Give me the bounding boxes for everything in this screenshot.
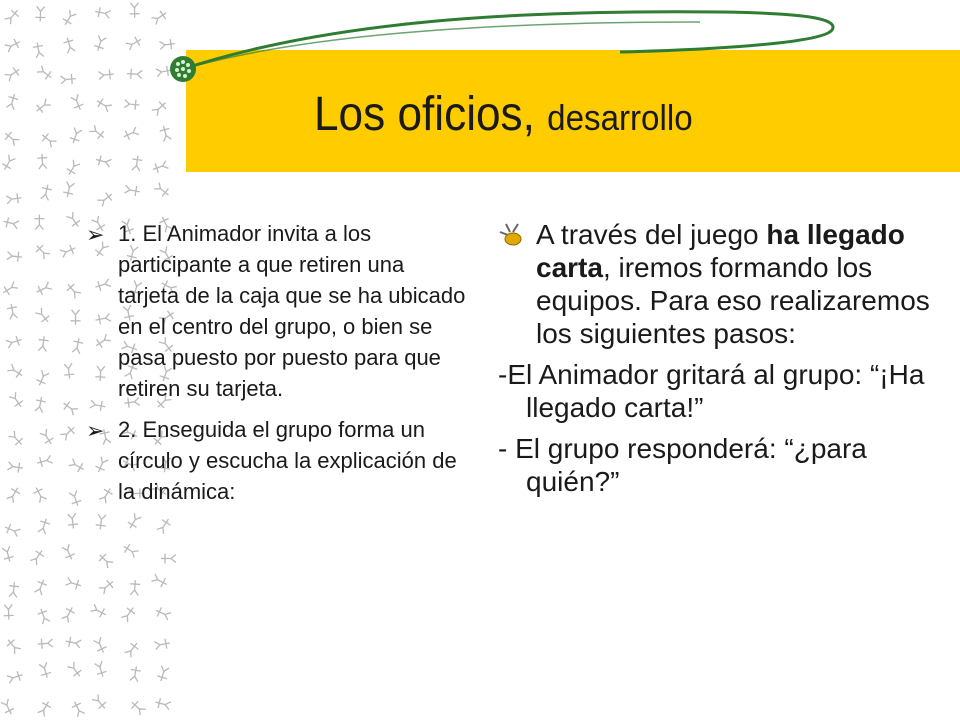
pattern-figure: [68, 490, 82, 507]
pattern-figure: [37, 638, 53, 649]
pattern-figure: [71, 337, 84, 354]
pattern-figure: [8, 582, 20, 598]
pattern-figure: [70, 700, 86, 718]
pattern-figure: [156, 516, 173, 534]
pattern-figure: [0, 698, 16, 716]
step-grupo: - El grupo responderá: “¿para quién?”: [498, 433, 867, 497]
pattern-figure: [154, 182, 172, 199]
pattern-figure: [37, 517, 51, 534]
list-item: [86, 414, 466, 507]
pattern-figure: [35, 307, 52, 325]
pattern-figure: [39, 131, 57, 148]
pattern-figure: [37, 699, 53, 717]
pattern-figure: [34, 215, 44, 230]
pattern-figure: [8, 430, 26, 448]
pattern-figure: [93, 637, 108, 655]
pattern-figure: [151, 573, 169, 589]
pattern-figure: [68, 458, 86, 474]
pattern-figure: [129, 580, 140, 596]
pattern-figure: [97, 190, 115, 207]
pattern-figure: [65, 636, 82, 649]
pattern-figure: [7, 670, 24, 684]
title-sub: desarrollo: [547, 97, 693, 138]
pattern-figure: [35, 370, 50, 388]
pattern-figure: [98, 578, 116, 595]
pattern-figure: [124, 640, 141, 658]
pattern-figure: [3, 522, 21, 537]
pattern-figure: [120, 605, 137, 623]
pattern-figure: [67, 513, 79, 529]
pattern-figure: [6, 193, 22, 205]
pattern-figure: [7, 251, 23, 263]
pattern-figure: [39, 429, 55, 447]
pattern-figure: [95, 155, 112, 169]
pattern-figure: [1, 281, 19, 297]
pattern-figure: [66, 211, 83, 229]
pattern-figure: [36, 607, 51, 625]
pattern-figure: [7, 363, 25, 380]
pattern-figure: [154, 697, 171, 710]
pattern-figure: [36, 454, 53, 468]
arrow-bullet-icon: ➢: [86, 222, 105, 247]
pattern-figure: [154, 638, 171, 650]
pattern-figure: [96, 551, 114, 569]
pattern-figure: [40, 184, 53, 201]
arrow-bullet-icon: ➢: [86, 418, 105, 443]
intro-text-bold: ha llegado carta: [536, 219, 905, 283]
pattern-figure: [34, 396, 47, 413]
pattern-figure: [8, 392, 25, 410]
list-item: [86, 218, 466, 404]
pattern-figure: [60, 424, 78, 441]
pattern-figure: [37, 336, 49, 352]
pattern-figure: [129, 665, 141, 682]
pattern-figure: [32, 485, 48, 503]
intro-text-a: A través del juego: [536, 219, 767, 250]
list-item-text: 2. Enseguida el grupo forma un círculo y escucha la explicación de la dinámica:: [118, 417, 457, 504]
pattern-figure: [156, 665, 170, 682]
pattern-figure: [3, 604, 14, 619]
intro-text-b: , iremos formando los equipos. Para eso realizaremos los siguientes pasos:: [536, 252, 930, 349]
pattern-figure: [2, 129, 20, 146]
pattern-figure: [131, 155, 143, 171]
pattern-figure: [63, 363, 75, 379]
green-ball-icon: [168, 54, 198, 84]
pattern-figure: [60, 243, 78, 258]
left-column: [86, 218, 466, 517]
pattern-figure: [6, 335, 23, 349]
pattern-figure: [61, 544, 76, 562]
pattern-figure: [65, 159, 81, 177]
pattern-figure: [6, 485, 22, 503]
pattern-figure: [64, 281, 81, 299]
pattern-figure: [33, 242, 51, 260]
pattern-figure: [6, 303, 18, 320]
title-main: Los oficios,: [314, 88, 548, 141]
pattern-figure: [1, 546, 15, 563]
page-title: [314, 80, 903, 150]
pattern-figure: [161, 553, 176, 563]
pattern-figure: [68, 127, 82, 144]
pattern-figure: [91, 694, 108, 712]
pattern-figure: [122, 126, 140, 141]
pattern-figure: [94, 661, 108, 678]
pattern-figure: [71, 310, 81, 325]
intro-paragraph: [498, 218, 938, 350]
pattern-figure: [121, 542, 139, 558]
pattern-figure: [7, 461, 23, 473]
pattern-figure: [124, 184, 141, 196]
pattern-figure: [61, 399, 79, 416]
pattern-figure: [65, 577, 82, 591]
pattern-figure: [89, 124, 107, 141]
pattern-figure: [33, 578, 48, 596]
pattern-figure: [35, 281, 53, 297]
pattern-figure: [29, 548, 46, 566]
pattern-figure: [38, 662, 52, 679]
pattern-figure: [159, 125, 173, 142]
list-item-text: 1. El Animador invita a los participante a que retiren una tarjeta de la caja que se ha ubicado en el centro del grupo, o bien se pasa puesto por puesto para que retiren su tarjeta.: [118, 221, 466, 401]
pattern-figure: [129, 699, 147, 716]
pattern-figure: [151, 160, 168, 174]
pattern-figure: [61, 605, 77, 623]
pattern-figure: [37, 154, 48, 170]
pattern-figure: [67, 661, 84, 679]
pattern-figure: [0, 154, 16, 172]
pattern-figure: [62, 181, 75, 198]
bee-bullet-icon: [498, 222, 526, 248]
step-animador: -El Animador gritará al grupo: “¡Ha llegado carta!”: [498, 359, 925, 423]
pattern-figure: [4, 637, 21, 655]
right-column: [498, 218, 938, 506]
pattern-figure: [2, 216, 19, 229]
pattern-figure: [154, 606, 172, 621]
pattern-figure: [90, 603, 108, 619]
